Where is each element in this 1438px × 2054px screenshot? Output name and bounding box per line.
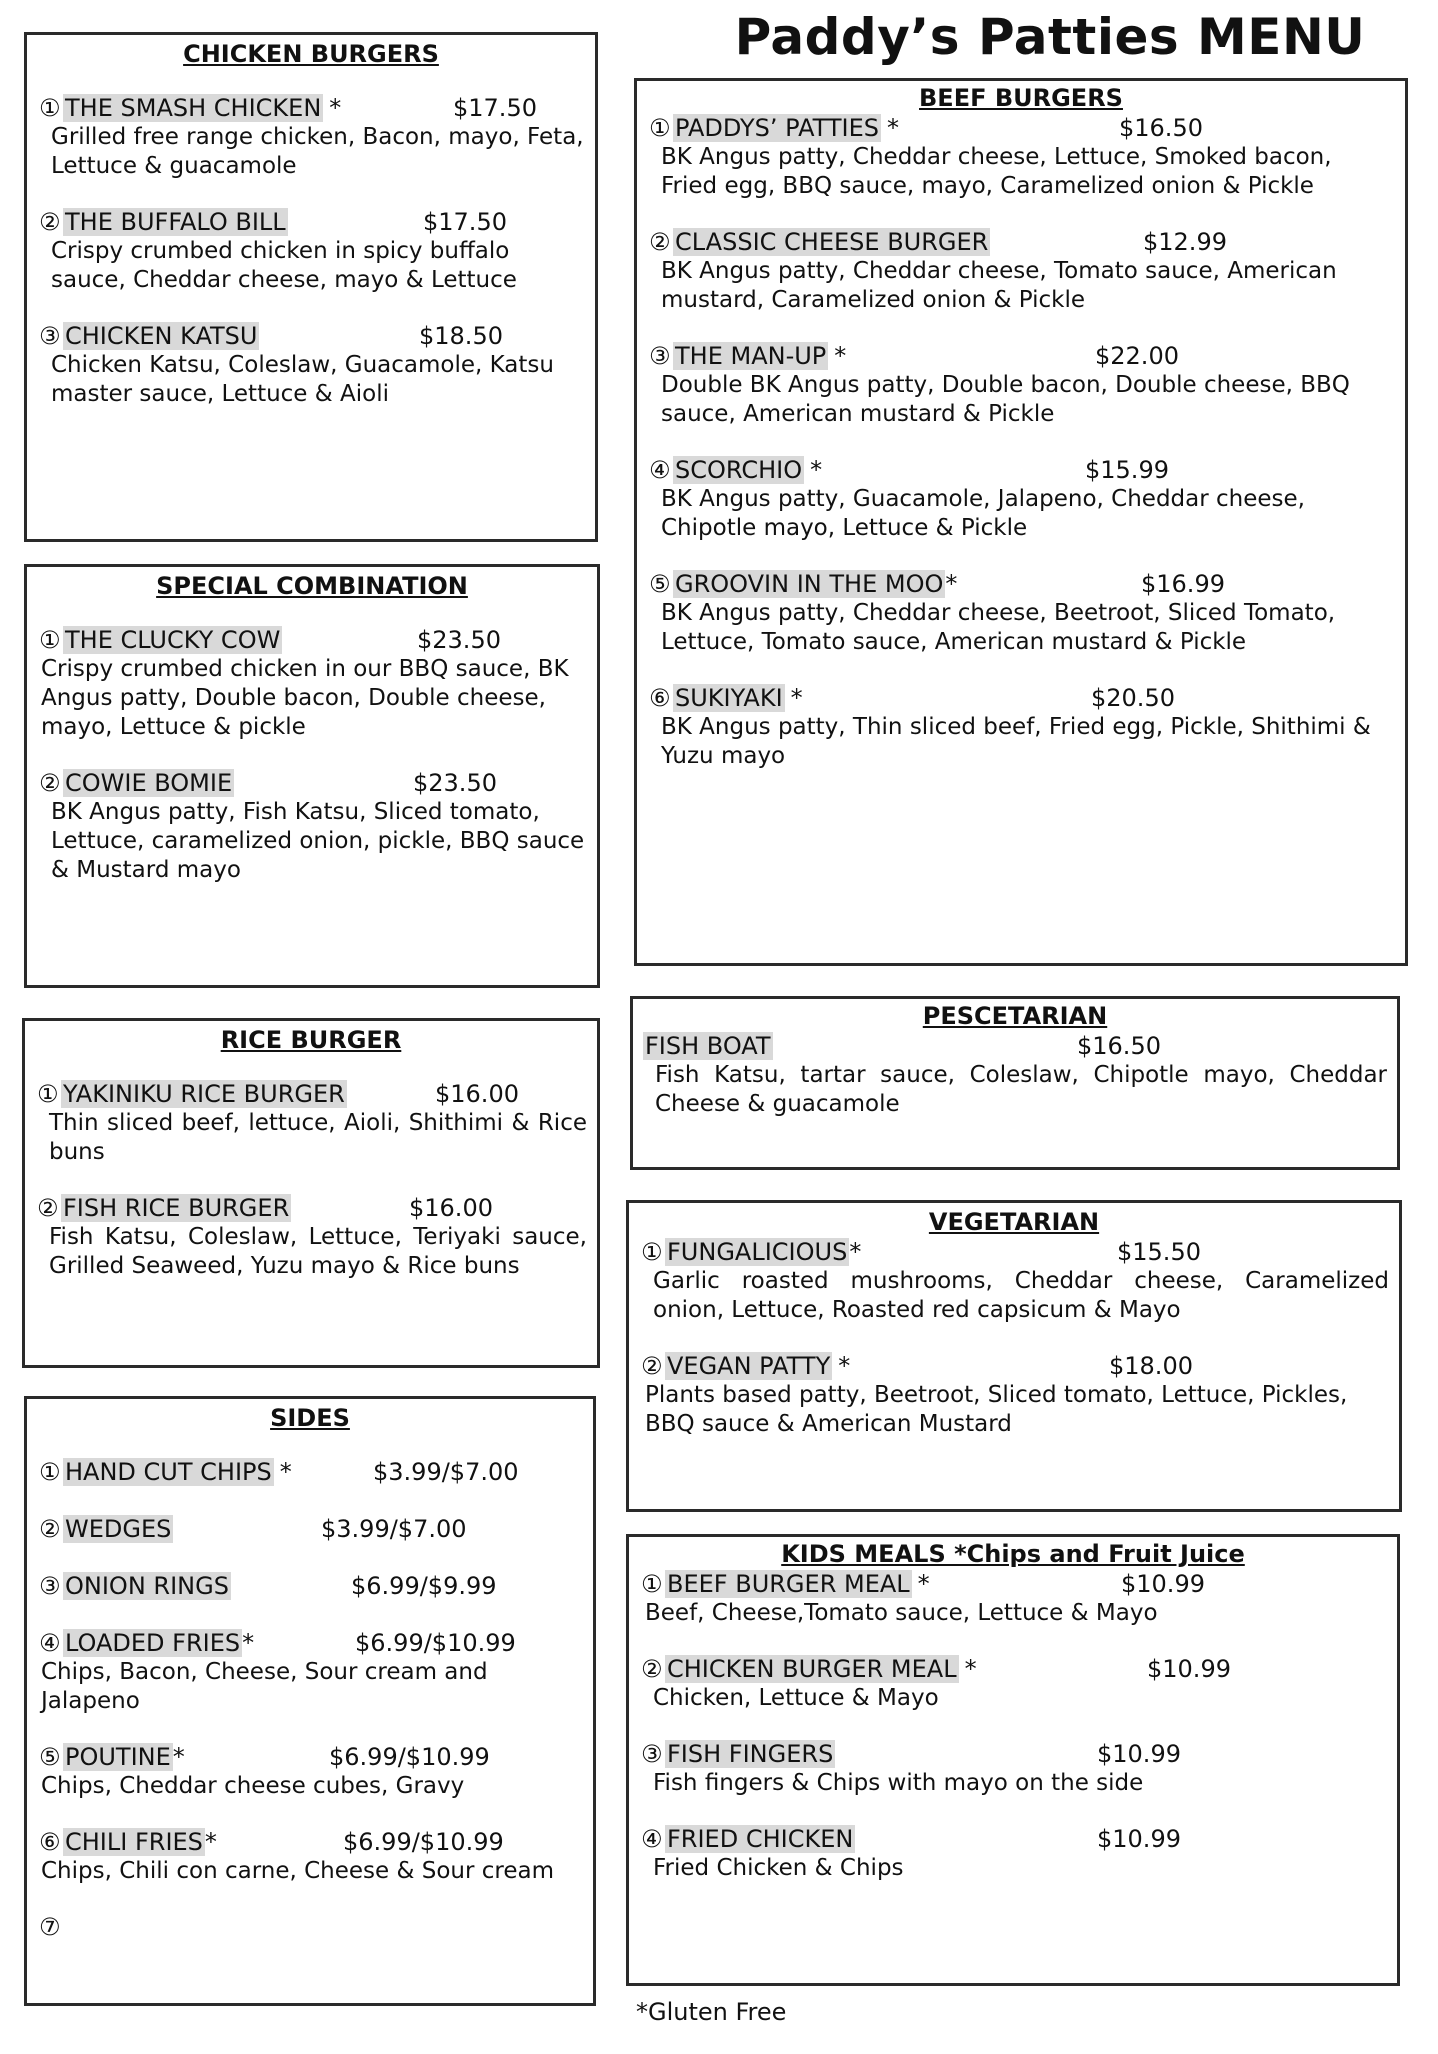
item-name: CHICKEN BURGER MEAL: [667, 1655, 957, 1683]
item-description: Chips, Chili con carne, Cheese & Sour cream: [41, 1858, 554, 1884]
menu-item: [37, 1079, 587, 1167]
item-description: BK Angus patty, Fish Katsu, Sliced tomato, Lettuce, caramelized onion, pickle, BBQ sauce & Mustard mayo: [51, 799, 585, 883]
item-number: ①: [649, 114, 671, 142]
menu-item: [649, 227, 1395, 315]
item-price: $3.99/$7.00: [321, 1515, 467, 1543]
menu-item: [39, 625, 587, 742]
item-description: BK Angus patty, Thin sliced beef, Fried egg, Pickle, Shithimi & Yuzu mayo: [661, 714, 1371, 769]
item-price: $16.50: [1119, 114, 1203, 142]
item-number: ⑤: [39, 1743, 61, 1771]
item-number: ②: [641, 1352, 663, 1380]
menu-item: [39, 93, 585, 181]
section-heading: PESCETARIAN: [922, 1002, 1108, 1030]
menu-item: [641, 1569, 1387, 1628]
item-price: $16.99: [1141, 570, 1225, 598]
menu-item: [641, 1739, 1387, 1798]
item-price: $6.99/$10.99: [329, 1743, 490, 1771]
item-name: HAND CUT CHIPS: [65, 1458, 272, 1486]
item-description: Crispy crumbed chicken in spicy buffalo sauce, Cheddar cheese, mayo & Lettuce: [51, 238, 517, 293]
item-description: Chicken Katsu, Coleslaw, Guacamole, Katsu master sauce, Lettuce & Aioli: [51, 352, 554, 407]
item-number: ①: [641, 1238, 663, 1266]
item-name: FISH FINGERS: [667, 1740, 834, 1768]
item-price: $17.50: [453, 94, 537, 122]
rice-burger-section: [22, 1018, 600, 1368]
vegetarian-section: [626, 1200, 1402, 1512]
menu-item: [39, 207, 585, 295]
item-number: ②: [641, 1655, 663, 1683]
item-price: $16.00: [409, 1194, 493, 1222]
item-description: Chips, Cheddar cheese cubes, Gravy: [41, 1773, 465, 1799]
item-name: THE BUFFALO BILL: [65, 208, 286, 236]
menu-item: [39, 1457, 583, 1487]
item-name: YAKINIKU RICE BURGER: [63, 1080, 345, 1108]
item-number: ③: [39, 1572, 61, 1600]
item-number: ⑤: [649, 570, 671, 598]
item-price: $16.50: [1077, 1032, 1161, 1060]
item-name: WEDGES: [65, 1515, 172, 1543]
item-number: ⑥: [39, 1828, 61, 1856]
item-description: BK Angus patty, Cheddar cheese, Beetroot, Sliced Tomato, Lettuce, Tomato sauce, American mustard & Pickle: [661, 600, 1336, 655]
menu-item: [641, 1654, 1387, 1713]
item-name: PADDYS’ PATTIES: [675, 114, 880, 142]
item-description: Thin sliced beef, lettuce, Aioli, Shithimi & Rice buns: [49, 1110, 587, 1165]
item-name: COWIE BOMIE: [65, 769, 233, 797]
item-number: ④: [39, 1629, 61, 1657]
item-number: ④: [649, 456, 671, 484]
item-number: ③: [641, 1740, 663, 1768]
item-price: $3.99/$7.00: [373, 1458, 519, 1486]
item-price: $10.99: [1097, 1740, 1181, 1768]
chicken-burgers-section: [24, 32, 598, 542]
item-name: LOADED FRIES: [65, 1629, 241, 1657]
item-number: ⑦: [39, 1913, 61, 1941]
section-heading: CHICKEN BURGERS: [183, 40, 439, 68]
section-heading: KIDS MEALS *Chips and Fruit Juice: [781, 1540, 1245, 1568]
item-description: Fried Chicken & Chips: [653, 1855, 904, 1881]
item-name: ONION RINGS: [65, 1572, 229, 1600]
item-number: ①: [39, 1458, 61, 1486]
item-number: ②: [649, 228, 671, 256]
item-name: SCORCHIO: [675, 456, 803, 484]
menu-item: [39, 1514, 583, 1544]
item-name: THE CLUCKY COW: [65, 626, 281, 654]
item-description: BK Angus patty, Cheddar cheese, Lettuce, Smoked bacon, Fried egg, BBQ sauce, mayo, Caramelized onion & Pickle: [661, 144, 1332, 199]
menu-item-empty: [39, 1912, 583, 1942]
item-name: FISH BOAT: [645, 1032, 771, 1060]
menu-item: [641, 1824, 1387, 1883]
menu-item: [39, 768, 587, 885]
gluten-free-mark: *: [945, 570, 958, 598]
item-price: $18.50: [419, 322, 503, 350]
item-name: CHILI FRIES: [65, 1828, 203, 1856]
menu-item: [37, 1193, 587, 1281]
item-description: Fish Katsu, tartar sauce, Coleslaw, Chipotle mayo, Cheddar Cheese & guacamole: [655, 1062, 1387, 1117]
item-name: THE SMASH CHICKEN: [65, 94, 322, 122]
menu-item: [39, 1827, 583, 1886]
item-number: ①: [37, 1080, 59, 1108]
kids-meals-section: [626, 1534, 1400, 1986]
item-price: $15.99: [1085, 456, 1169, 484]
item-description: Double BK Angus patty, Double bacon, Double cheese, BBQ sauce, American mustard & Pickle: [661, 372, 1350, 427]
menu-item: [649, 455, 1395, 543]
item-description: Plants based patty, Beetroot, Sliced tomato, Lettuce, Pickles, BBQ sauce & American Mustard: [645, 1382, 1348, 1437]
item-name: FRIED CHICKEN: [667, 1825, 854, 1853]
gluten-free-mark: *: [790, 684, 803, 712]
menu-title: Paddy’s Patties MENU: [734, 8, 1366, 66]
item-name: CLASSIC CHEESE BURGER: [675, 228, 989, 256]
sides-section: [24, 1396, 596, 2006]
gluten-free-mark: *: [964, 1655, 977, 1683]
gluten-free-mark: *: [172, 1743, 185, 1771]
section-heading: RICE BURGER: [220, 1026, 402, 1054]
item-number: ①: [39, 626, 61, 654]
item-name: FUNGALICIOUS: [667, 1238, 848, 1266]
item-name: FISH RICE BURGER: [63, 1194, 290, 1222]
item-price: $6.99/$10.99: [355, 1629, 516, 1657]
gluten-free-mark: *: [917, 1570, 930, 1598]
section-heading: SIDES: [270, 1404, 350, 1432]
item-description: Beef, Cheese,Tomato sauce, Lettuce & Mayo: [645, 1600, 1158, 1626]
item-price: $22.00: [1095, 342, 1179, 370]
item-name: POUTINE: [65, 1743, 171, 1771]
item-price: $18.00: [1109, 1352, 1193, 1380]
special-combination-section: [24, 564, 600, 988]
menu-item: [39, 321, 585, 409]
item-description: Chicken, Lettuce & Mayo: [653, 1685, 939, 1711]
gluten-free-mark: *: [279, 1458, 292, 1486]
item-name: SUKIYAKI: [675, 684, 783, 712]
item-number: ②: [39, 1515, 61, 1543]
item-number: ①: [641, 1570, 663, 1598]
gluten-free-mark: *: [887, 114, 900, 142]
item-description: BK Angus patty, Guacamole, Jalapeno, Cheddar cheese, Chipotle mayo, Lettuce & Pickle: [661, 486, 1305, 541]
item-description: Grilled free range chicken, Bacon, mayo, Feta, Lettuce & guacamole: [51, 124, 584, 179]
gluten-free-mark: *: [242, 1629, 255, 1657]
item-number: ③: [649, 342, 671, 370]
item-name: CHICKEN KATSU: [65, 322, 258, 350]
item-number: ⑥: [649, 684, 671, 712]
menu-item: [649, 113, 1395, 201]
item-description: Crispy crumbed chicken in our BBQ sauce, BK Angus patty, Double bacon, Double cheese, mayo, Lettuce & pickle: [41, 656, 569, 740]
section-heading: SPECIAL COMBINATION: [156, 572, 468, 600]
item-price: $20.50: [1091, 684, 1175, 712]
item-number: ③: [39, 322, 61, 350]
item-description: Garlic roasted mushrooms, Cheddar cheese, Caramelized onion, Lettuce, Roasted red capsicum & Mayo: [653, 1268, 1389, 1323]
item-name: THE MAN-UP: [675, 342, 827, 370]
section-heading: BEEF BURGERS: [919, 84, 1123, 112]
gluten-free-mark: *: [329, 94, 342, 122]
gluten-free-mark: *: [834, 342, 847, 370]
gluten-free-mark: *: [810, 456, 823, 484]
gluten-free-mark: *: [204, 1828, 217, 1856]
item-name: GROOVIN IN THE MOO: [675, 570, 944, 598]
item-price: $17.50: [423, 208, 507, 236]
item-name: VEGAN PATTY: [667, 1352, 831, 1380]
item-price: $6.99/$10.99: [343, 1828, 504, 1856]
pescetarian-section: [630, 996, 1400, 1170]
item-price: $10.99: [1121, 1570, 1205, 1598]
menu-item: [649, 569, 1395, 657]
menu-item: [649, 683, 1395, 771]
item-price: $10.99: [1147, 1655, 1231, 1683]
item-number: ②: [39, 769, 61, 797]
beef-burgers-section: [634, 78, 1408, 966]
item-description: BK Angus patty, Cheddar cheese, Tomato sauce, American mustard, Caramelized onion & Pickle: [661, 258, 1337, 313]
section-heading: VEGETARIAN: [928, 1208, 1100, 1236]
item-name: BEEF BURGER MEAL: [667, 1570, 910, 1598]
menu-item: [649, 341, 1395, 429]
menu-item: [39, 1742, 583, 1801]
gluten-free-mark: *: [838, 1352, 851, 1380]
item-number: ②: [39, 208, 61, 236]
item-number: ①: [39, 94, 61, 122]
item-number: ④: [641, 1825, 663, 1853]
gluten-free-footnote: *Gluten Free: [636, 1998, 787, 2026]
item-number: ②: [37, 1194, 59, 1222]
item-description: Chips, Bacon, Cheese, Sour cream and Jalapeno: [41, 1659, 488, 1714]
menu-item: [39, 1571, 583, 1601]
item-price: $15.50: [1117, 1238, 1201, 1266]
item-price: $23.50: [413, 769, 497, 797]
menu-item: [39, 1628, 583, 1716]
menu-item: [643, 1031, 1387, 1119]
menu-item: [641, 1237, 1389, 1325]
item-description: Fish fingers & Chips with mayo on the side: [653, 1770, 1144, 1796]
gluten-free-mark: *: [849, 1238, 862, 1266]
item-description: Fish Katsu, Coleslaw, Lettuce, Teriyaki sauce, Grilled Seaweed, Yuzu mayo & Rice buns: [49, 1224, 587, 1279]
item-price: $6.99/$9.99: [351, 1572, 497, 1600]
item-price: $23.50: [417, 626, 501, 654]
item-price: $16.00: [435, 1080, 519, 1108]
menu-item: [641, 1351, 1389, 1439]
item-price: $10.99: [1097, 1825, 1181, 1853]
item-price: $12.99: [1143, 228, 1227, 256]
